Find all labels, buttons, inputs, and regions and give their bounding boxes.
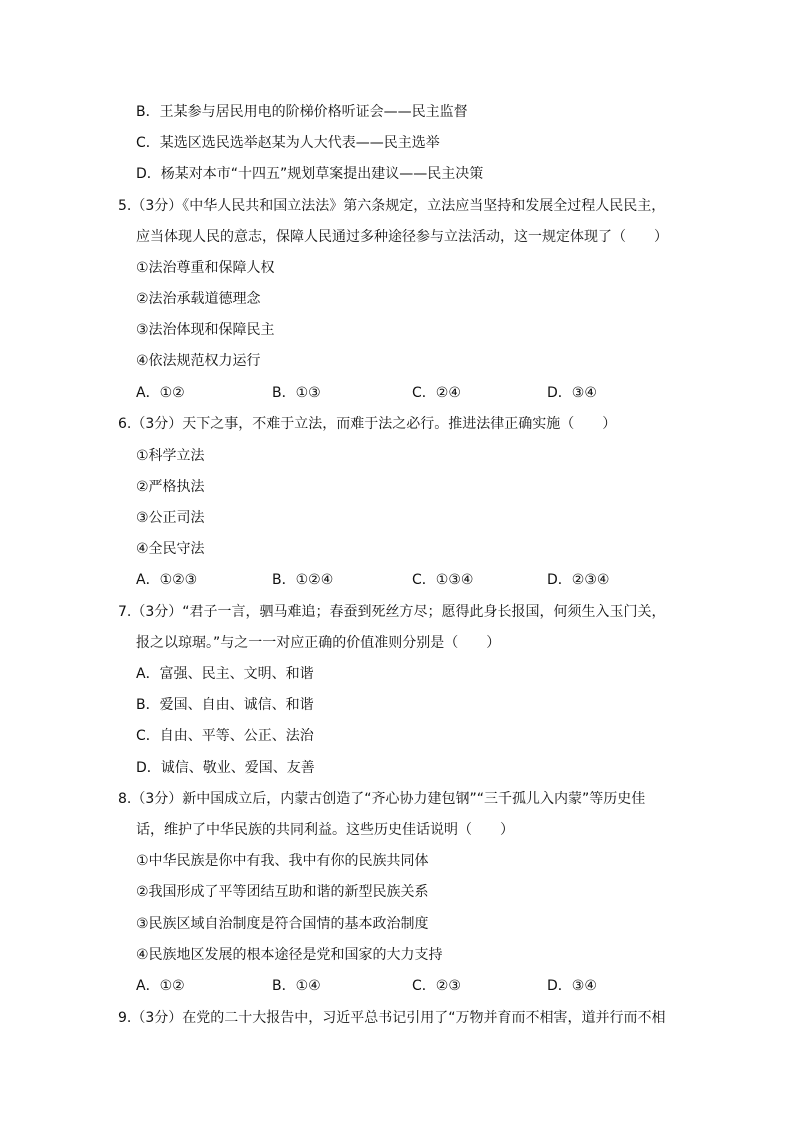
q5-choice-a: A．①② — [136, 385, 185, 401]
q8-stem-line1: 8.（3分）新中国成立后，内蒙古创造了“齐心协力建包钢”“三千孤儿入内蒙”等历史佳 — [118, 791, 646, 807]
q7-stem-line1: 7.（3分）“君子一言，驷马难追；春蚕到死丝方尽；愿得此身长报国，何须生入玉门关， — [118, 604, 666, 620]
q7-option-b: B．爱国、自由、诚信、和谐 — [136, 697, 314, 713]
q7-option-c: C．自由、平等、公正、法治 — [136, 728, 314, 744]
q4-option-b: B．王某参与居民用电的阶梯价格听证会——民主监督 — [136, 104, 468, 120]
q5-stem-line2: 应当体现人民的意志，保障人民通过多种途径参与立法活动，这一规定体现了（ ） — [136, 229, 668, 245]
q8-choice-a: A．①② — [136, 978, 185, 994]
q7-option-d: D．诚信、敬业、爱国、友善 — [136, 760, 315, 776]
q8-statement-3: ③民族区域自治制度是符合国情的基本政治制度 — [136, 916, 429, 932]
q8-choice-b: B．①④ — [272, 978, 321, 994]
q6-statement-4: ④全民守法 — [136, 541, 205, 557]
q5-statement-3: ③法治体现和保障民主 — [136, 322, 275, 338]
q6-stem: 6.（3分）天下之事，不难于立法，而难于法之必行。推进法律正确实施（ ） — [118, 416, 617, 432]
q5-statement-1: ①法治尊重和保障人权 — [136, 260, 275, 276]
q5-choice-d: D．③④ — [547, 385, 597, 401]
q5-statement-4: ④依法规范权力运行 — [136, 353, 261, 369]
q8-choice-d: D．③④ — [547, 978, 597, 994]
q6-statement-3: ③公正司法 — [136, 510, 205, 526]
q6-choice-c: C．①③④ — [412, 572, 474, 588]
q8-statement-1: ①中华民族是你中有我、我中有你的民族共同体 — [136, 853, 429, 869]
q4-option-d: D．杨某对本市“十四五”规划草案提出建议——民主决策 — [136, 166, 484, 182]
q5-stem-line1: 5.（3分）《中华人民共和国立法法》第六条规定，立法应当坚持和发展全过程人民民主， — [118, 198, 666, 214]
q8-stem-line2: 话，维护了中华民族的共同利益。这些历史佳话说明（ ） — [136, 822, 514, 838]
q4-option-c: C．某选区选民选举赵某为人大代表——民主选举 — [136, 135, 440, 151]
q5-statement-2: ②法治承载道德理念 — [136, 291, 261, 307]
q5-choice-b: B．①③ — [272, 385, 321, 401]
q9-stem-line1: 9.（3分）在党的二十大报告中，习近平总书记引用了“万物并育而不相害，道并行而不相 — [118, 1010, 666, 1026]
q5-choice-c: C．②④ — [412, 385, 461, 401]
q8-choice-c: C．②③ — [412, 978, 461, 994]
q6-choice-a: A．①②③ — [136, 572, 198, 588]
q6-statement-2: ②严格执法 — [136, 479, 205, 495]
q6-choice-d: D．②③④ — [547, 572, 610, 588]
q6-choice-b: B．①②④ — [272, 572, 334, 588]
q6-statement-1: ①科学立法 — [136, 448, 205, 464]
q8-statement-2: ②我国形成了平等团结互助和谐的新型民族关系 — [136, 884, 429, 900]
q7-option-a: A．富强、民主、文明、和谐 — [136, 666, 314, 682]
q8-statement-4: ④民族地区发展的根本途径是党和国家的大力支持 — [136, 947, 443, 963]
q7-stem-line2: 报之以琼琚。”与之一一对应正确的价值准则分别是（ ） — [136, 635, 501, 651]
